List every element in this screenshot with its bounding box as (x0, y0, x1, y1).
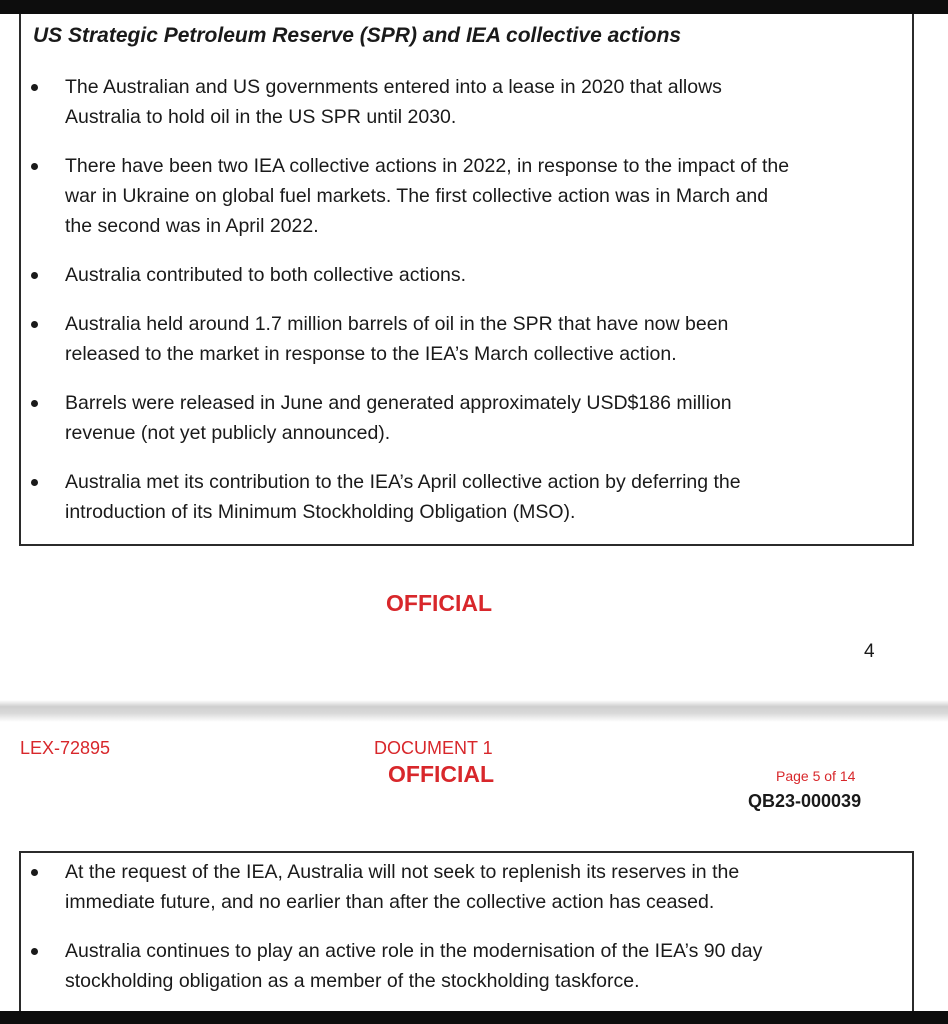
qb-number: QB23-000039 (748, 791, 862, 811)
bullet-text-line: stockholding obligation as a member of the stockholding taskforce. (65, 970, 640, 992)
official-classification-footer: OFFICIAL (386, 590, 493, 616)
bullet-text-line: At the request of the IEA, Australia will not seek to replenish its reserves in the (65, 861, 740, 883)
list-item (21, 260, 905, 290)
bullet-icon (31, 321, 38, 328)
bottom-black-bar (0, 1011, 948, 1024)
bullet-text-line: war in Ukraine on global fuel markets. The first collective action was in March and (65, 185, 769, 207)
section-title: US Strategic Petroleum Reserve (SPR) and IEA collective actions (33, 24, 682, 47)
bullet-text-line: released to the market in response to the IEA’s March collective action. (65, 343, 677, 365)
spr-section-box (19, 14, 914, 546)
bullet-text-line: revenue (not yet publicly announced). (65, 422, 391, 444)
continuation-section-box (19, 851, 914, 1021)
list-item (21, 309, 905, 369)
bullet-text-line: Australia continues to play an active role in the modernisation of the IEA’s 90 day (65, 940, 763, 962)
bullet-text-line: The Australian and US governments entered into a lease in 2020 that allows (65, 76, 722, 98)
bullet-text-line: the second was in April 2022. (65, 215, 319, 237)
spr-bullet-list (21, 72, 905, 546)
page-divider (0, 700, 948, 722)
bullet-text-line: Barrels were released in June and generated approximately USD$186 million (65, 392, 732, 414)
bullet-text-line: Australia contributed to both collective actions. (65, 264, 467, 286)
bullet-text-line: Australia held around 1.7 million barrels of oil in the SPR that have now been (65, 313, 729, 335)
bullet-text-line: introduction of its Minimum Stockholding Obligation (MSO). (65, 501, 576, 523)
bullet-icon (31, 479, 38, 486)
list-item (21, 936, 905, 996)
official-classification-header: OFFICIAL (388, 761, 495, 787)
top-black-bar (0, 0, 948, 14)
document-label: DOCUMENT 1 (374, 738, 493, 758)
reference-number: LEX-72895 (20, 738, 111, 758)
bullet-text-line: There have been two IEA collective actions in 2022, in response to the impact of the (65, 155, 790, 177)
continuation-bullet-list (21, 857, 905, 1015)
bullet-icon (31, 163, 38, 170)
list-item (21, 72, 905, 132)
list-item (21, 467, 905, 527)
bullet-icon (31, 400, 38, 407)
page-number: 4 (864, 641, 875, 662)
bullet-icon (31, 869, 38, 876)
list-item (21, 151, 905, 241)
bullet-icon (31, 84, 38, 91)
list-item (21, 388, 905, 448)
page-of-indicator: Page 5 of 14 (776, 768, 856, 784)
list-item (21, 857, 905, 917)
bullet-icon (31, 948, 38, 955)
bullet-text-line: immediate future, and no earlier than after the collective action has ceased. (65, 891, 715, 913)
bullet-text-line: Australia met its contribution to the IEA’s April collective action by deferring the (65, 471, 741, 493)
bullet-icon (31, 272, 38, 279)
bullet-text-line: Australia to hold oil in the US SPR until 2030. (65, 106, 457, 128)
